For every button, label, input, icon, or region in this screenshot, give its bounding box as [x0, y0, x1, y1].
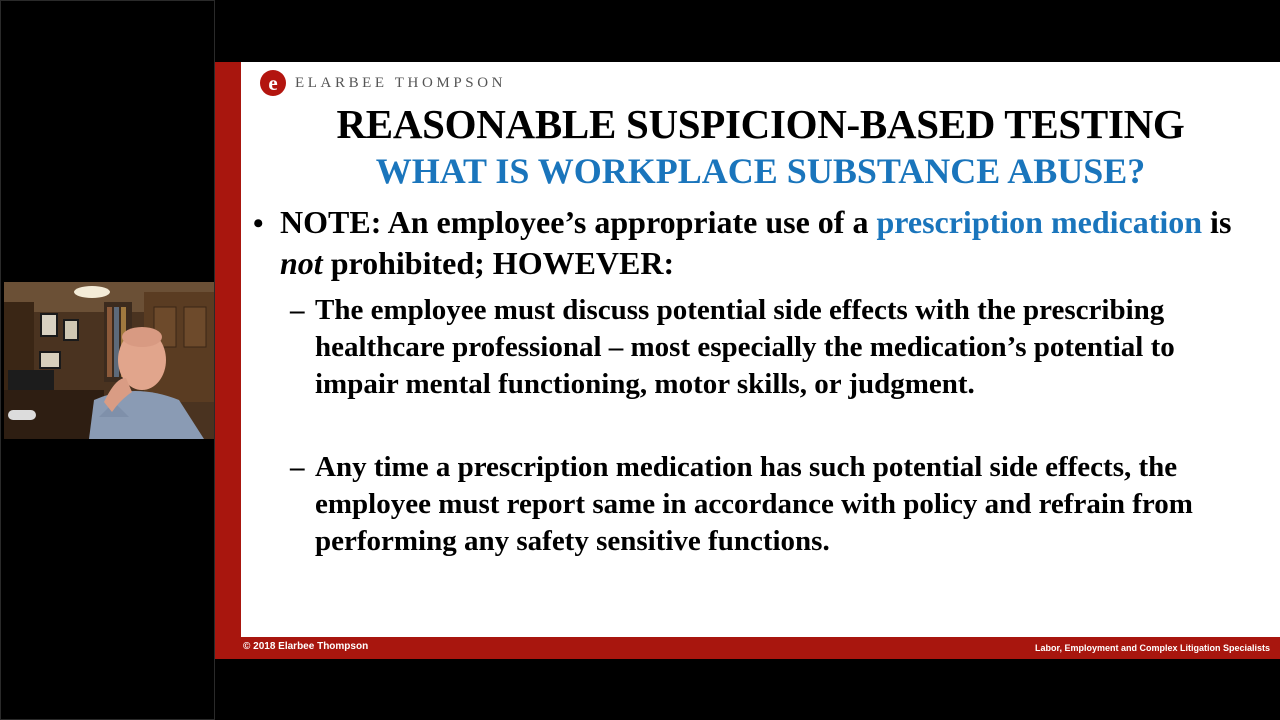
- company-logo: [260, 68, 506, 98]
- slide-footer: [215, 637, 1280, 659]
- footer-tagline: Labor, Employment and Complex Litigation Specialists: [1034, 643, 1270, 653]
- sub-bullet-text: Any time a prescription medication has such potential side effects, the employee must report same in accordance with policy and refrain from performing any safety sensitive functions.: [315, 451, 1193, 557]
- bullet-text-part: is: [1202, 204, 1232, 240]
- main-bullet: [280, 202, 1270, 284]
- presenter-video-image: [4, 282, 214, 439]
- slide-subtitle: WHAT IS WORKPLACE SUBSTANCE ABUSE?: [375, 151, 1146, 191]
- dash-icon: –: [290, 294, 305, 326]
- presentation-slide: [215, 62, 1280, 659]
- bullet-text-part: NOTE: An employee’s appropriate use of a: [280, 204, 877, 240]
- logo-mark-icon: e: [260, 70, 286, 96]
- video-panel: [0, 0, 215, 720]
- slide-side-bar: [215, 62, 241, 659]
- emphasis-not: not: [280, 245, 323, 281]
- logo-text: ELARBEE THOMPSON: [295, 74, 507, 91]
- dash-icon: –: [290, 451, 305, 483]
- footer-copyright: © 2018 Elarbee Thompson: [243, 641, 369, 652]
- sub-bullet-text: The employee must discuss potential side effects with the prescribing healthcare professional – most especially the medication’s potential to impair mental functioning, motor skills, or judgment.: [315, 294, 1175, 400]
- webcam-feed: [4, 282, 214, 439]
- bullet-icon: •: [253, 207, 264, 240]
- bullet-text-part: prohibited; HOWEVER:: [322, 245, 675, 281]
- highlight-prescription-medication: prescription medication: [876, 204, 1203, 240]
- slide-title: REASONABLE SUSPICION-BASED TESTING: [336, 101, 1185, 147]
